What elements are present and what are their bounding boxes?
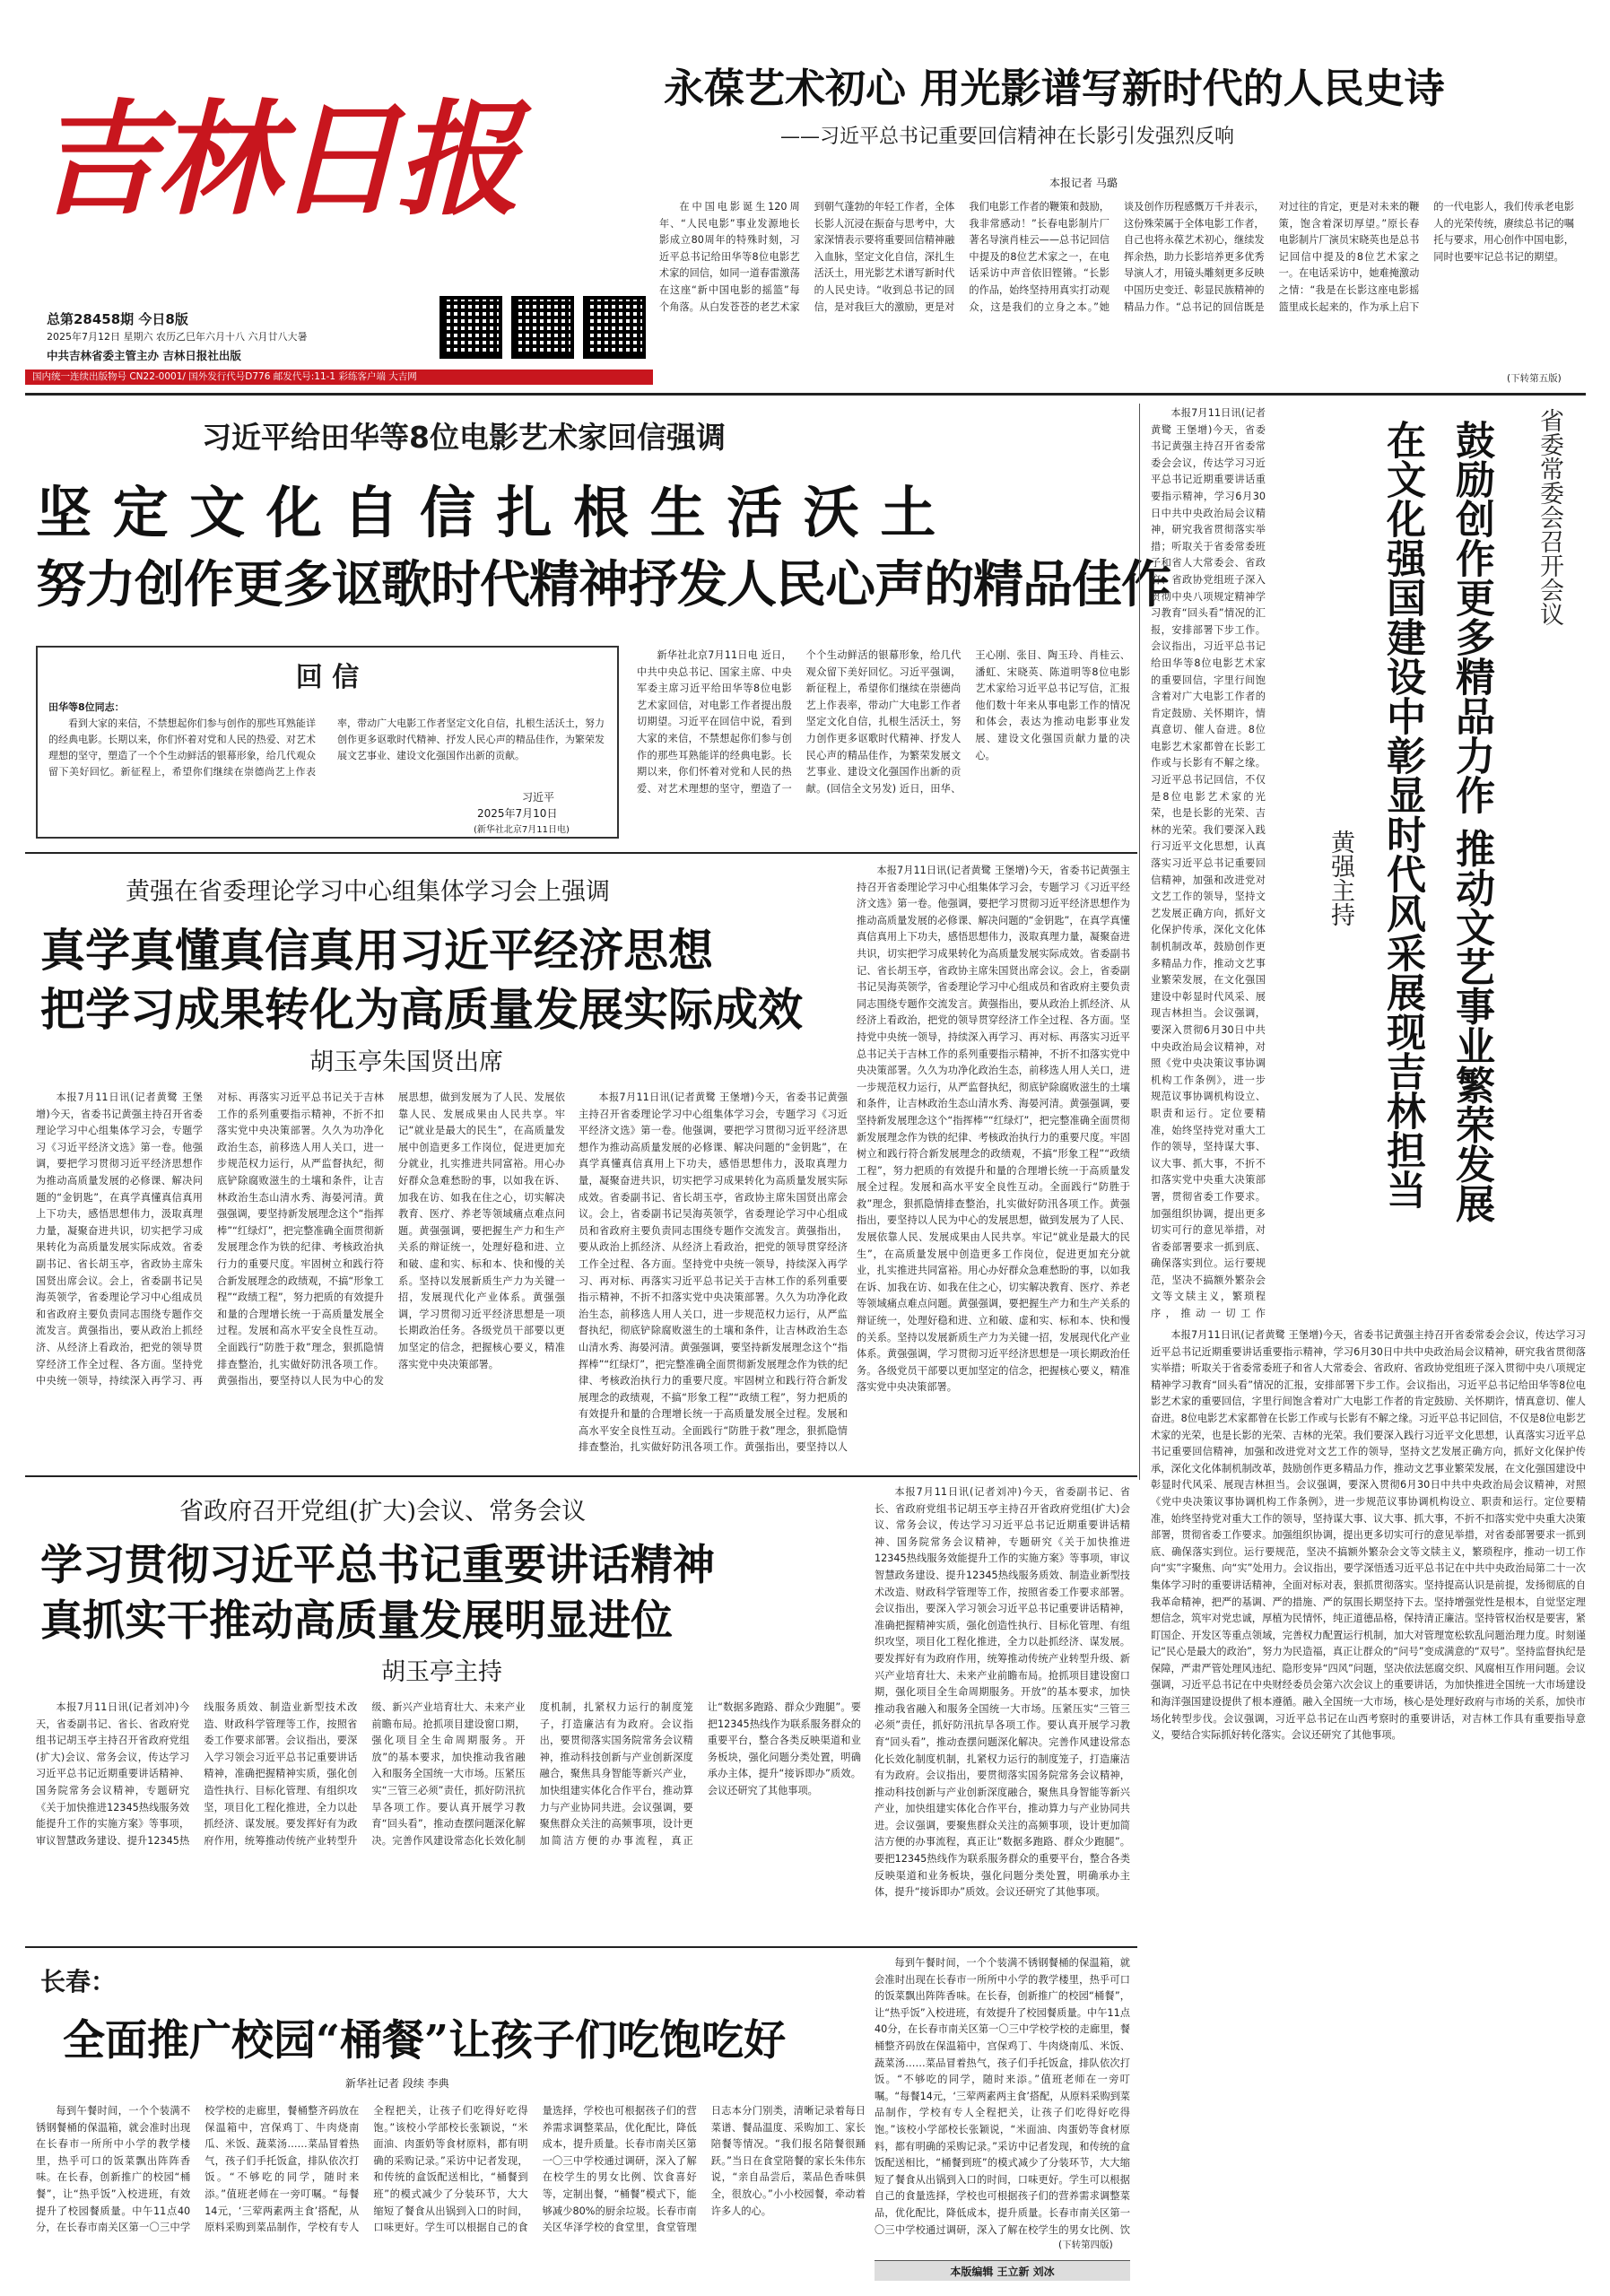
right-column-body-top: 本报7月11日讯(记者黄鹭 王堡增)今天，省委书记黄强主持召开省委常委会会议，传达学习习近平总书记近期重要讲话重要指示精神，学习6月30日中共中央政治局会议精神，研究我省贯彻落实举措；听取关于省委常委班子和省人大常委会、省政府、省政协党组班子深入贯彻中央八项规定精神学习教育“回头看”情况的汇报，安排部署下步工作。会议指出，习近平总书记给田华等8位电影艺术家的重要回信，字里行间饱含着对广大电影工作者的肯定鼓励、关怀期许，情真意切、催人奋进。8位电影艺术家都曾在长影工作或与长影有不解之缘。习近平总书记回信，不仅是8位电影艺术家的光荣，也是长影的光荣、吉林的光荣。我们要深入践行习近平文化思想，认真落实习近平总书记重要回信精神，加强和改进党对文艺工作的领导，坚持文艺发展正确方向，抓好文化保护传承，深化文化体制机制改革，鼓励创作更多精品力作，推动文艺事业繁荣发展，在文化强国建设中彰显时代风采、展现吉林担当。会议强调，要深入贯彻6月30日中共中央政治局会议精神，对照《党中央决策议事协调机构工作条例》，进一步规范议事协调机构设立、职责和运行。定位要精准，始终坚持党对重大工作的领导，坚持谋大事、议大事、抓大事，不折不扣落实党中央重大决策部署，贯彻省委工作要求。加强组织协调，提出更多切实可行的意见举措，对省委部署要求一抓到底、确保落实到位。运行要规范，坚决不搞额外繁杂会文等文牍主义，繁琐程序，推动一切工作 <box>1151 407 1266 1320</box>
letter-body: 看到大家的来信，不禁想起你们参与创作的那些耳熟能详的经典电影。长期以来，你们怀着对党和人民的热爱、对艺术理想的坚守，塑造了一个个生动鲜活的银幕形象，给几代观众留下美好回忆。新征程上，希望你们继续在崇德尚艺上作表率，带动广大电影工作者坚定文化自信，扎根生活沃土，努力创作更多讴歌时代精神、抒发人民心声的精品佳作，为繁荣发展文艺事业、建设文化强国作出新的贡献。 <box>48 718 605 778</box>
meal-jump: (下转第四版) <box>1058 2239 1113 2250</box>
divider-lead <box>25 852 1137 854</box>
meal-kicker: 长春： <box>40 1967 117 1996</box>
right-column-headline-a[interactable]: 鼓励创作更多精品力作 推动文艺事业繁荣发展 <box>1449 420 1494 1223</box>
letter-date: 2025年7月10日 <box>477 807 558 820</box>
qr-code-center <box>511 296 574 359</box>
publisher: 中共吉林省委主管主办 吉林日报社出版 <box>47 349 241 362</box>
study-body-right: 本报7月11日讯(记者黄鹭 王堡增)今天，省委书记黄强主持召开省委理论学习中心组集体学习会，专题学习《习近平经济文选》第一卷。他强调，要把学习贯彻习近平经济思想作为推动高质量发展的必修课、解决问题的“金钥匙”，在真学真懂真信真用上下功夫，感悟思想伟力，汲取真理力量，凝聚奋进共识，切实把学习成果转化为高质量发展实际成效。省委副书记、省长胡玉亭，省政协主席朱国贤出席会议。会上，省委副书记吴海英领学，省委理论学习中心组成员和省政府主要负责同志围绕专题作交流发言。黄强指出，要从政治上抓经济、从经济上看政治，把党的领导贯穿经济工作全过程、各方面。坚持党中央统一领导，持续深入再学习、再对标、再落实习近平总书记关于吉林工作的系列重要指示精神，不折不扣落实党中央决策部署。久久为功净化政治生态，前移选人用人关口，进一步规范权力运行，从严监督执纪，彻底铲除腐败滋生的土壤和条件，让吉林政治生态山清水秀、海晏河清。黄强强调，要坚持新发展理念这个“指挥棒”“红绿灯”，把完整准确全面贯彻新发展理念作为铁的纪律、考核政治执行力的重要尺度。牢固树立和践行符合新发展理念的政绩观，不搞“形象工程”“政绩工程”，努力把质的有效提升和量的合理增长统一于高质量发展全过程。发展和高水平安全良性互动。全面践行“防胜于救”理念，狠抓隐情排查整治，扎实做好防汛各项工作。黄强指出，要坚持以人民为中心的发展思想，做到发展为了人民、发展依靠人民、发展成果由人民共享。牢记“就业是最大的民生”，在高质量发展中创造更多工作岗位，促进更加充分就业，扎实推进共同富裕。用心办好群众急难愁盼的事，以如我在诉、加我在访、如我在住之心，切实解决教育、医疗、养老等领域痛点难点问题。黄强强调，要把握生产力和生产关系的辩证统一，处理好稳和进、立和破、虚和实、标和本、快和慢的关系。坚持以发展新质生产力为关键一招，发展现代化产业体系。黄强强调，学习贯彻习近平经济思想是一项长期政治任务。各级党员干部要以更加坚定的信念，把握核心要义，精准落实党中央决策部署。 <box>857 865 1130 1394</box>
qr-code-left <box>439 296 502 359</box>
info-bar <box>25 370 653 385</box>
gov-kicker: 省政府召开党组(扩大)会议、常务会议 <box>179 1498 587 1526</box>
lead-headline-line2[interactable]: 努力创作更多讴歌时代精神抒发人民心声的精品佳作 <box>36 555 1171 614</box>
letter-signature: 习近平 <box>522 791 555 804</box>
letter-greeting: 田华等8位同志： <box>48 701 125 713</box>
info-bar-text: 国内统一连续出版物号 CN22-0001/ 国外发行代号D776 邮发代号:11-1 彩练客户端 大吉网 <box>32 371 417 382</box>
letter-box <box>36 646 619 839</box>
lead-kicker: 习近平给田华等8位电影艺术家回信强调 <box>202 420 726 455</box>
newspaper-logo: 吉林日报 <box>36 86 518 232</box>
gov-headline-line2[interactable]: 真抓实干推动高质量发展明显进位 <box>40 1596 673 1646</box>
right-column-body-bottom: 本报7月11日讯(记者黄鹭 王堡增)今天，省委书记黄强主持召开省委常委会会议，传达学习习近平总书记近期重要讲话重要指示精神，学习6月30日中共中央政治局会议精神，研究我省贯彻落实举措；听取关于省委常委班子和省人大常委会、省政府、省政协党组班子深入贯彻中央八项规定精神学习教育“回头看”情况的汇报，安排部署下步工作。会议指出，习近平总书记给田华等8位电影艺术家的重要回信，字里行间饱含着对广大电影工作者的肯定鼓励、关怀期许，情真意切、催人奋进。8位电影艺术家都曾在长影工作或与长影有不解之缘。习近平总书记回信，不仅是8位电影艺术家的光荣，也是长影的光荣、吉林的光荣。我们要深入践行习近平文化思想，认真落实习近平总书记重要回信精神，加强和改进党对文艺工作的领导，坚持文艺发展正确方向，抓好文化保护传承，深化文化体制机制改革，鼓励创作更多精品力作，推动文艺事业繁荣发展，在文化强国建设中彰显时代风采、展现吉林担当。会议强调，要深入贯彻6月30日中共中央政治局会议精神，对照《党中央决策议事协调机构工作条例》，进一步规范议事协调机构设立、职责和运行。定位要精准，始终坚持党对重大工作的领导，坚持谋大事、议大事、抓大事，不折不扣落实党中央重大决策部署，贯彻省委工作要求。加强组织协调，提出更多切实可行的意见举措，对省委部署要求一抓到底、确保落实到位。运行要规范，坚决不搞额外繁杂会文等文牍主义，繁琐程序，推动一切工作向“实”字聚焦、向“实”处用力。会议指出，要学深悟透习近平总书记在中共中央政治局第二十一次集体学习时的重要讲话精神，全面对标对表，狠抓贯彻落实。坚持提高认识是前提，发扬彻底的自我革命精神，把严的基调、严的措施、严的氛围长期坚持下去。坚持增强党性是根本，自觉坚定理想信念，筑牢对党忠诚，厚植为民情怀，纯正道德品格，保持清正廉洁。坚持管权治权是要害，紧盯国企、开发区等重点领域，完善权力配置运行机制，加大对管理宽松软乱问题治理力度。时刻谨记“民心是最大的政治”，努力为民造福，真正让群众的“问号”变成满意的“双号”。坚持监督执纪是保障，严肃严管处理风违纪、隐形变异“四风”问题，坚决依法惩腐交织、风腐相互作用问题。会议强调，习近平总书记在中央财经委员会第六次会议上的重要讲话，为加快推进全国统一大市场建设和海洋强国建设提供了根本遵循。融入全国统一大市场，核心是处理好政府与市场的关系，加快市场化转型步伐。会议强调，习近平总书记在山西考察时的重要讲话，对吉林工作具有重要指导意义，要结合实际抓好转化落实。会议还研究了其他事项。 <box>1151 1329 1586 1742</box>
divider-study <box>25 1475 1137 1477</box>
gov-body-right: 本报7月11日讯(记者刘冲)今天，省委副书记、省长、省政府党组书记胡玉亭主持召开省政府党组(扩大)会议、常务会议，传达学习习近平总书记近期重要讲话精神、国务院常务会议精神，专题研究《关于加快推进12345热线服务效能提升工作的实施方案》等事项，审议智慧政务建设、提升12345热线服务质效、制造业新型技术改造、财政科学管理等工作，按照省委工作要求部署。会议指出，要深入学习领会习近平总书记重要讲话精神，准确把握精神实质，强化创造性执行、目标化管理、有组织攻坚，项目化工程化推进，全力以赴抓经济、谋发展。要发挥好有为政府作用，统筹推动传统产业转型升级、新兴产业培育壮大、未来产业前瞻布局。抢抓项目建设窗口期，强化项目全生命周期服务。开放”的基本要求，加快推动我省融入和服务全国统一大市场。压紧压实“三管三必须”责任，抓好防汛抗旱各项工作。要认真开展学习教育“回头看”，推动查摆问题深化解决。完善作风建设常态化长效化制度机制，扎紧权力运行的制度笼子，打造廉洁有为政府。会议指出，要贯彻落实国务院常务会议精神，推动科技创新与产业创新深度融合，聚焦具身智能等新兴产业，加快组建实体化合作平台，推动算力与产业协同共进。会议强调，要聚焦群众关注的高频事项，设计更加简洁方便的办事流程，真正让“数据多跑路、群众少跑腿”。要把12345热线作为联系服务群众的重要平台，整合各类反映渠道和业务板块，强化问题分类处置，明确承办主体，提升“接诉即办”质效。会议还研究了其他事项。 <box>875 1486 1130 1899</box>
top-article-byline: 本报记者 马璐 <box>1049 177 1118 189</box>
meal-byline: 新华社记者 段续 李典 <box>345 2077 449 2090</box>
gov-subhead: 胡玉亭主持 <box>381 1658 502 1686</box>
meal-headline[interactable]: 全面推广校园“桶餐”让孩子们吃饱吃好 <box>63 2016 787 2066</box>
lead-headline-line1[interactable]: 坚 定 文 化 自 信 扎 根 生 活 沃 土 <box>36 480 937 545</box>
divider-right-column <box>1139 404 1140 1480</box>
letter-source: (新华社北京7月11日电) <box>474 825 570 835</box>
top-article-body: 在中国电影诞生120周年、“人民电影”事业发源地长影成立80周年的特殊时刻，习近平总书记给田华等8位电影艺术家的回信，如同一道春雷激荡在这座“新中国电影的摇篮”每个角落。从白发苍苍的老艺术家到朝气蓬勃的年轻工作者，全体长影人沉浸在振奋与思考中，大家深情表示要将重要回信精神融入血脉，坚定文化自信，深扎生活沃土，用光影艺术谱写新时代的人民史诗。“收到总书记的回信，是对我巨大的激励，更是对我们电影工作者的鞭策和鼓励，我非常感动！”长春电影制片厂著名导演肖桂云——总书记回信中提及的8位艺术家之一，在电话采访中声音依旧铿锵。“长影的作品，始终坚持用真实打动观众，这是我们的立身之本。”她谈及创作历程感慨万千并表示，这份殊荣属于全体电影工作者，自己也将永葆艺术初心，继续发挥余热，助力长影培养更多优秀导演人才，用镜头雕刻更多反映中国历史变迁、彰显民族精神的精品力作。“总书记的回信既是对过往的肯定，更是对未来的鞭策，饱含着深切厚望。”原长春电影制片厂演员宋晓英也是总书记回信中提及的8位艺术家之一。在电话采访中，她难掩激动之情：“我是在长影这座电影摇篮里成长起来的，作为承上启下的一代电影人，我们传承老电影人的光荣传统，赓续总书记的嘱托与要求，用心创作中国电影，同时也要牢记总书记的期望。 <box>659 201 1574 313</box>
top-article-title[interactable]: 永葆艺术初心 用光影谱写新时代的人民史诗 <box>664 65 1445 112</box>
issue-date: 2025年7月12日 星期六 农历乙巳年六月十八 六月廿八大暑 <box>47 331 308 343</box>
gov-body-left: 本报7月11日讯(记者刘冲)今天，省委副书记、省长、省政府党组书记胡玉亭主持召开省政府党组(扩大)会议、常务会议，传达学习习近平总书记近期重要讲话精神、国务院常务会议精神，专题研究《关于加快推进12345热线服务效能提升工作的实施方案》等事项，审议智慧政务建设、提升12345热线服务质效、制造业新型技术改造、财政科学管理等工作，按照省委工作要求部署。会议指出，要深入学习领会习近平总书记重要讲话精神，准确把握精神实质，强化创造性执行、目标化管理、有组织攻坚，项目化工程化推进，全力以赴抓经济、谋发展。要发挥好有为政府作用，统筹推动传统产业转型升级、新兴产业培育壮大、未来产业前瞻布局。抢抓项目建设窗口期，强化项目全生命周期服务。开放”的基本要求，加快推动我省融入和服务全国统一大市场。压紧压实“三管三必须”责任，抓好防汛抗旱各项工作。要认真开展学习教育“回头看”，推动查摆问题深化解决。完善作风建设常态化长效化制度机制，扎紧权力运行的制度笼子，打造廉洁有为政府。会议指出，要贯彻落实国务院常务会议精神，推动科技创新与产业创新深度融合，聚焦具身智能等新兴产业，加快组建实体化合作平台，推动算力与产业协同共进。会议强调，要聚焦群众关注的高频事项，设计更加简洁方便的办事流程，真正让“数据多跑路、群众少跑腿”。要把12345热线作为联系服务群众的重要平台，整合各类反映渠道和业务板块，强化问题分类处置，明确承办主体，提升“接诉即办”质效。会议还研究了其他事项。 <box>36 1701 861 1847</box>
study-body-left: 本报7月11日讯(记者黄鹭 王堡增)今天，省委书记黄强主持召开省委理论学习中心组集体学习会，专题学习《习近平经济文选》第一卷。他强调，要把学习贯彻习近平经济思想作为推动高质量发展的必修课、解决问题的“金钥匙”，在真学真懂真信真用上下功夫，感悟思想伟力，汲取真理力量，凝聚奋进共识，切实把学习成果转化为高质量发展实际成效。省委副书记、省长胡玉亭，省政协主席朱国贤出席会议。会上，省委副书记吴海英领学，省委理论学习中心组成员和省政府主要负责同志围绕专题作交流发言。黄强指出，要从政治上抓经济、从经济上看政治，把党的领导贯穿经济工作全过程、各方面。坚持党中央统一领导，持续深入再学习、再对标、再落实习近平总书记关于吉林工作的系列重要指示精神，不折不扣落实党中央决策部署。久久为功净化政治生态，前移选人用人关口，进一步规范权力运行，从严监督执纪，彻底铲除腐败滋生的土壤和条件，让吉林政治生态山清水秀、海晏河清。黄强强调，要坚持新发展理念这个“指挥棒”“红绿灯”，把完整准确全面贯彻新发展理念作为铁的纪律、考核政治执行力的重要尺度。牢固树立和践行符合新发展理念的政绩观，不搞“形象工程”“政绩工程”，努力把质的有效提升和量的合理增长统一于高质量发展全过程。发展和高水平安全良性互动。全面践行“防胜于救”理念，狠抓隐情排查整治，扎实做好防汛各项工作。黄强指出，要坚持以人民为中心的发展思想，做到发展为了人民、发展依靠人民、发展成果由人民共享。牢记“就业是最大的民生”，在高质量发展中创造更多工作岗位，促进更加充分就业，扎实推进共同富裕。用心办好群众急难愁盼的事，以如我在诉、加我在访、如我在住之心，切实解决教育、医疗、养老等领域痛点难点问题。黄强强调，要把握生产力和生产关系的辩证统一，处理好稳和进、立和破、虚和实、标和本、快和慢的关系。坚持以发展新质生产力为关键一招，发展现代化产业体系。黄强强调，学习贯彻习近平经济思想是一项长期政治任务。各级党员干部要以更加坚定的信念，把握核心要义，精准落实党中央决策部署。 <box>36 1091 565 1387</box>
right-column-headline-b[interactable]: 在文化强国建设中彰显时代风采展现吉林担当 <box>1379 420 1425 1209</box>
study-subhead: 胡玉亭朱国贤出席 <box>309 1048 503 1076</box>
right-column-chair: 黄强主持 <box>1327 830 1354 926</box>
divider-gov <box>25 1946 1137 1948</box>
top-article-subtitle: ——习近平总书记重要回信精神在长影引发强烈反响 <box>780 126 1235 148</box>
divider-masthead <box>25 393 1586 396</box>
study-headline-line1[interactable]: 真学真懂真信真用习近平经济思想 <box>40 924 713 977</box>
lead-body: 新华社北京7月11日电 近日，中共中央总书记、国家主席、中央军委主席习近平给田华等8位电影艺术家回信，对电影工作者提出殷切期望。习近平在回信中说，看到大家的来信，不禁想起你们参与创作的那些耳熟能详的经典电影。长期以来，你们怀着对党和人民的热爱、对艺术理想的坚守，塑造了一个个生动鲜活的银幕形象，给几代观众留下美好回忆。习近平强调，新征程上，希望你们继续在崇德尚艺上作表率，带动广大电影工作者坚定文化自信，扎根生活沃土，努力创作更多讴歌时代精神、抒发人民心声的精品佳作，为繁荣发展文艺事业、建设文化强国作出新的贡献。(回信全文另发) 近日，田华、王心刚、张目、陶玉玲、肖桂云、潘虹、宋晓英、陈道明等8位电影艺术家给习近平总书记写信，汇报他们数十年来从事电影工作的情况和体会，表达为推动电影事业发展、建设文化强国贡献力量的决心。 <box>637 649 1130 795</box>
study-kicker: 黄强在省委理论学习中心组集体学习会上强调 <box>126 878 610 906</box>
editors-strip <box>875 2260 1130 2281</box>
right-column-label: 省委常委会召开会议 <box>1536 408 1563 626</box>
letter-title: 回 信 <box>295 662 360 693</box>
meal-body: 每到午餐时间，一个个装满不锈钢餐桶的保温箱，就会准时出现在长春市一所所中小学的教学楼里，热乎可口的饭菜飘出阵阵香味。在长春，创新推广的校园“桶餐”，让“热乎饭”入校进班，有效提升了校园餐质量。中午11点40分，在长春市南关区第一〇三中学校学校的走廊里，餐桶整齐码放在保温箱中，宫保鸡丁、牛肉烧南瓜、米饭、蔬菜汤……菜品冒着热气，孩子们手托饭盒，排队依次打饭。“不够吃的同学，随时来添。”值班老师在一旁叮嘱。“每餐14元，‘三荤两素两主食’搭配，从原料采购到菜品制作，学校有专人全程把关，让孩子们吃得好吃得饱。”该校小学部校长张颖说，“米面油、肉蛋奶等食材原料，都有明确的采购记录。”采访中记者发现，和传统的盒饭配送相比，“桶餐到班”的模式减少了分装环节，大大缩短了餐食从出锅到入口的时间，口味更好。学生可以根据自己的食量选择，学校也可根据孩子们的营养需求调整菜品，优化配比，降低成本，提升质量。长春市南关区第一〇三中学校通过调研，深入了解在校学生的男女比例、饮食喜好等，定制出餐，“桶餐”模式下，能够减少80%的厨余垃圾。长春市南关区华泽学校的食堂里，食堂管理日志本分门别类，清晰记录着每日菜谱、餐品温度、采购加工、家长陪餐等情况。“我们报名陪餐很踊跃。”当日在食堂陪餐的家长朱伟东说，“亲自品尝后，菜品色香味俱全，很放心。”小小校园餐，牵动着许多人的心。 <box>36 2105 866 2234</box>
top-article-jump: (下转第五版) <box>1507 373 1562 384</box>
issue-number: 总第28458期 今日8版 <box>47 311 188 327</box>
meal-body-right: 每到午餐时间，一个个装满不锈钢餐桶的保温箱，就会准时出现在长春市一所所中小学的教学楼里，热乎可口的饭菜飘出阵阵香味。在长春，创新推广的校园“桶餐”，让“热乎饭”入校进班，有效提升了校园餐质量。中午11点40分，在长春市南关区第一〇三中学校学校的走廊里，餐桶整齐码放在保温箱中，宫保鸡丁、牛肉烧南瓜、米饭、蔬菜汤……菜品冒着热气，孩子们手托饭盒，排队依次打饭。“不够吃的同学，随时来添。”值班老师在一旁叮嘱。“每餐14元，‘三荤两素两主食’搭配，从原料采购到菜品制作，学校有专人全程把关，让孩子们吃得好吃得饱。”该校小学部校长张颖说，“米面油、肉蛋奶等食材原料，都有明确的采购记录。”采访中记者发现，和传统的盒饭配送相比，“桶餐到班”的模式减少了分装环节，大大缩短了餐食从出锅到入口的时间，口味更好。学生可以根据自己的食量选择，学校也可根据孩子们的营养需求调整菜品，优化配比，降低成本，提升质量。长春市南关区第一〇三中学校通过调研，深入了解在校学生的男女比例、饮 <box>875 1957 1130 2236</box>
study-headline-line2[interactable]: 把学习成果转化为高质量发展实际成效 <box>40 983 803 1036</box>
gov-headline-line1[interactable]: 学习贯彻习近平总书记重要讲话精神 <box>40 1541 715 1590</box>
editors-text: 本版编辑 王立新 刘冰 <box>950 2266 1055 2278</box>
qr-code-right <box>583 296 646 359</box>
study-body-mid: 本报7月11日讯(记者黄鹭 王堡增)今天，省委书记黄强主持召开省委理论学习中心组集体学习会，专题学习《习近平经济文选》第一卷。他强调，要把学习贯彻习近平经济思想作为推动高质量发展的必修课、解决问题的“金钥匙”，在真学真懂真信真用上下功夫，感悟思想伟力，汲取真理力量，凝聚奋进共识，切实把学习成果转化为高质量发展实际成效。省委副书记、省长胡玉亭，省政协主席朱国贤出席会议。会上，省委副书记吴海英领学，省委理论学习中心组成员和省政府主要负责同志围绕专题作交流发言。黄强指出，要从政治上抓经济、从经济上看政治，把党的领导贯穿经济工作全过程、各方面。坚持党中央统一领导，持续深入再学习、再对标、再落实习近平总书记关于吉林工作的系列重要指示精神，不折不扣落实党中央决策部署。久久为功净化政治生态，前移选人用人关口，进一步规范权力运行，从严监督执纪，彻底铲除腐败滋生的土壤和条件，让吉林政治生态山清水秀、海晏河清。黄强强调，要坚持新发展理念这个“指挥棒”“红绿灯”，把完整准确全面贯彻新发展理念作为铁的纪律、考核政治执行力的重要尺度。牢固树立和践行符合新发展理念的政绩观，不搞“形象工程”“政绩工程”，努力把质的有效提升和量的合理增长统一于高质量发展全过程。发展和高水平安全良性互动。全面践行“防胜于救”理念，狠抓隐情排查整治，扎实做好防汛各项工作。黄强指出，要坚持以人 <box>579 1091 848 1454</box>
